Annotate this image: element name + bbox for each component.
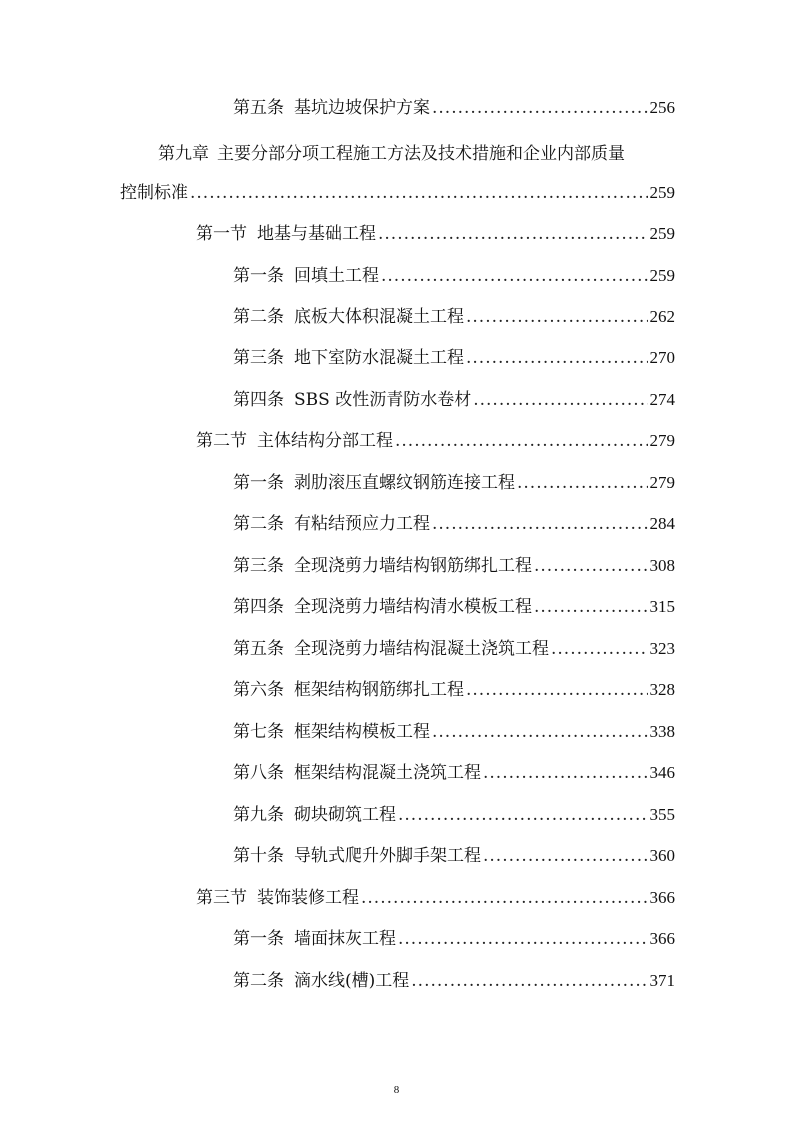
entry-title: 框架结构混凝土浇筑工程 (294, 763, 481, 783)
entry-title: 底板大体积混凝土工程 (294, 307, 464, 327)
section-page: 366 (649, 888, 675, 907)
section-page: 259 (649, 224, 675, 243)
entry-page: 323 (649, 639, 675, 658)
entry-title: 基坑边坡保护方案 (294, 98, 430, 118)
entry-label: 第四条 (233, 597, 284, 617)
entry-label: 第二条 (233, 971, 284, 991)
entry-label: 第五条 (233, 639, 284, 659)
dot-leader (395, 431, 648, 451)
section-title: 装饰装修工程 (257, 888, 359, 908)
entry-title: 剥肋滚压直螺纹钢筋连接工程 (294, 473, 515, 493)
chapter-page: 259 (649, 183, 675, 202)
entry-title: 全现浇剪力墙结构钢筋绑扎工程 (294, 556, 532, 576)
dot-leader (381, 266, 648, 286)
section-label: 第三节 (196, 888, 247, 908)
chapter-heading[interactable] (158, 144, 625, 164)
entry-label: 第四条 (233, 390, 284, 410)
dot-leader (378, 224, 648, 244)
chapter-label: 第九章 (158, 144, 209, 164)
dot-leader (411, 971, 647, 991)
entry-label: 第五条 (233, 98, 284, 118)
entry-label: 第十条 (233, 846, 284, 866)
entry-label: 第六条 (233, 680, 284, 700)
entry-page: 256 (649, 98, 675, 117)
entry-label: 第一条 (233, 266, 284, 286)
toc-entry[interactable] (233, 266, 675, 286)
section-page: 279 (649, 431, 675, 450)
entry-label: 第一条 (233, 929, 284, 949)
entry-page: 371 (649, 971, 675, 990)
entry-label: 第九条 (233, 805, 284, 825)
toc-entry[interactable] (233, 680, 675, 700)
chapter-heading-continued[interactable] (120, 183, 675, 203)
entry-page: 279 (649, 473, 675, 492)
dot-leader (534, 556, 648, 576)
dot-leader (190, 183, 648, 203)
toc-entry[interactable] (233, 98, 675, 118)
toc-entry[interactable] (233, 639, 675, 659)
dot-leader (432, 722, 648, 742)
entry-label: 第二条 (233, 307, 284, 327)
toc-section[interactable] (196, 431, 675, 451)
dot-leader (466, 307, 648, 327)
entry-page: 259 (649, 266, 675, 285)
dot-leader (473, 390, 647, 410)
entry-title: 墙面抹灰工程 (294, 929, 396, 949)
entry-label: 第一条 (233, 473, 284, 493)
entry-page: 284 (649, 514, 675, 533)
toc-entry[interactable] (233, 722, 675, 742)
entry-title: 砌块砌筑工程 (294, 805, 396, 825)
toc-entry[interactable] (233, 514, 675, 534)
entry-title: 回填土工程 (294, 266, 379, 286)
section-label: 第一节 (196, 224, 247, 244)
dot-leader (398, 929, 648, 949)
toc-entry[interactable] (233, 846, 675, 866)
entry-label: 第三条 (233, 348, 284, 368)
dot-leader (432, 514, 648, 534)
entry-page: 366 (649, 929, 675, 948)
entry-page: 360 (649, 846, 675, 865)
entry-page: 308 (649, 556, 675, 575)
toc-entry[interactable] (233, 929, 675, 949)
toc-section[interactable] (196, 888, 675, 908)
section-title: 地基与基础工程 (257, 224, 376, 244)
entry-title: 有粘结预应力工程 (294, 514, 430, 534)
toc-entry[interactable] (233, 763, 675, 783)
entry-page: 270 (649, 348, 675, 367)
section-label: 第二节 (196, 431, 247, 451)
entry-page: 355 (649, 805, 675, 824)
section-title: 主体结构分部工程 (257, 431, 393, 451)
dot-leader (398, 805, 648, 825)
dot-leader (551, 639, 648, 659)
entry-title: 全现浇剪力墙结构混凝土浇筑工程 (294, 639, 549, 659)
toc-entry[interactable] (233, 805, 675, 825)
chapter-title-line2: 控制标准 (120, 183, 188, 203)
entry-label: 第三条 (233, 556, 284, 576)
entry-title: 全现浇剪力墙结构清水模板工程 (294, 597, 532, 617)
entry-page: 346 (649, 763, 675, 782)
toc-entry[interactable] (233, 556, 675, 576)
entry-title: 导轨式爬升外脚手架工程 (294, 846, 481, 866)
chapter-title-line1: 主要分部分项工程施工方法及技术措施和企业内部质量 (217, 144, 625, 164)
toc-section[interactable] (196, 224, 675, 244)
entry-page: 328 (649, 680, 675, 699)
toc-entry[interactable] (233, 597, 675, 617)
toc-entry[interactable] (233, 348, 675, 368)
dot-leader (361, 888, 648, 908)
dot-leader (466, 680, 648, 700)
toc-entry[interactable] (233, 307, 675, 327)
entry-title: 地下室防水混凝土工程 (294, 348, 464, 368)
page-number: 8 (393, 1084, 400, 1096)
entry-label: 第八条 (233, 763, 284, 783)
entry-title: 框架结构钢筋绑扎工程 (294, 680, 464, 700)
entry-title: 滴水线(槽)工程 (294, 971, 410, 991)
dot-leader (483, 763, 648, 783)
dot-leader (534, 597, 648, 617)
toc-entry[interactable] (233, 971, 675, 991)
toc-entry[interactable] (233, 473, 675, 493)
dot-leader (432, 98, 648, 118)
entry-page: 315 (649, 597, 675, 616)
entry-label: 第七条 (233, 722, 284, 742)
dot-leader (483, 846, 648, 866)
entry-page: 338 (649, 722, 675, 741)
dot-leader (517, 473, 648, 493)
toc-entry[interactable] (233, 390, 675, 410)
entry-page: 262 (649, 307, 675, 326)
entry-title: SBS 改性沥青防水卷材 (294, 390, 472, 410)
entry-label: 第二条 (233, 514, 284, 534)
dot-leader (466, 348, 648, 368)
entry-title: 框架结构模板工程 (294, 722, 430, 742)
entry-page: 274 (649, 390, 675, 409)
